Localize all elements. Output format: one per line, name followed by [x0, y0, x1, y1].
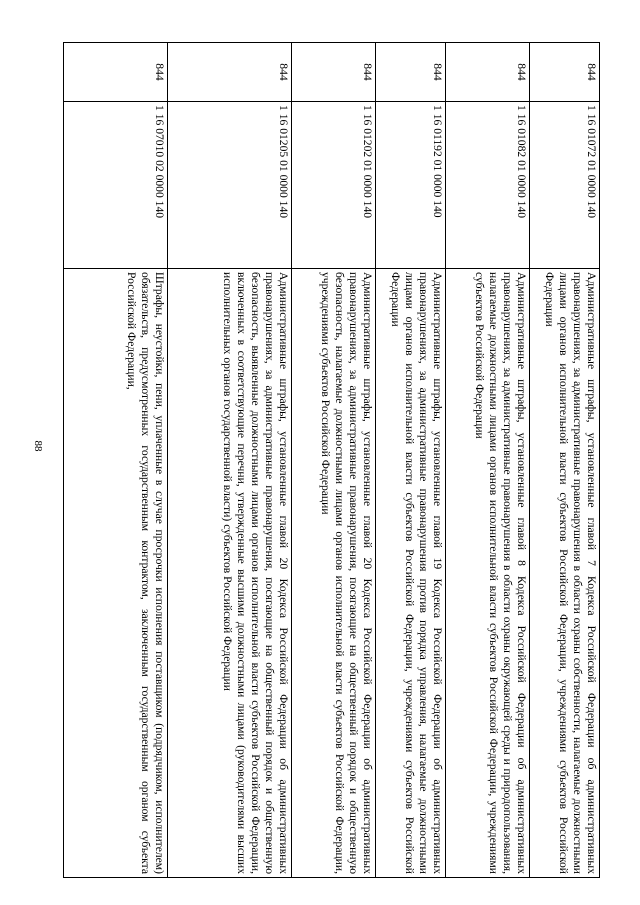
- table-row: [446, 43, 530, 878]
- income-description-cell: Административные штрафы, установленные главой 20 Кодекса Российской Федерации об административных правонарушениях, за административные правонарушения, посягающие на общественный порядок и общественную безопасность, выявленные должностными лицами органов исполнительной власти субъектов Российской Федерации, включенных в соответствующие перечни, утвержденные высшими должностными лицами (руководителями высших исполнительных органов государственной власти) субъектов Российской Федерации: [168, 269, 292, 878]
- administrator-code-cell: 844: [64, 43, 168, 102]
- table-row: [376, 43, 446, 878]
- income-description-cell: Административные штрафы, установленные главой 7 Кодекса Российской Федерации об административных правонарушениях, за административные правонарушения в области охраны собственности, налагаемые должностными лицами органов исполнительной власти субъектов Российской Федерации, учреждениями субъектов Российской Федерации: [530, 269, 600, 878]
- page-number: 88: [32, 440, 44, 452]
- budget-code-cell: 1 16 01192 01 0000 140: [376, 102, 446, 269]
- table-row: [168, 43, 292, 878]
- income-description-cell: Административные штрафы, установленные главой 8 Кодекса Российской Федерации об административных правонарушениях, за административные правонарушения в области охраны окружающей среды и природопользования, налагаемые должностными лицами органов исполнительной власти субъектов Российской Федерации, учреждениями субъектов Российской Федерации: [446, 269, 530, 878]
- administrator-code-cell: 844: [168, 43, 292, 102]
- budget-code-cell: 1 16 01202 01 0000 140: [292, 102, 376, 269]
- budget-code-cell: 1 16 01205 01 0000 140: [168, 102, 292, 269]
- administrator-code-cell: 844: [530, 43, 600, 102]
- budget-code-cell: 1 16 01082 01 0000 140: [446, 102, 530, 269]
- budget-code-cell: 1 16 07010 02 0000 140: [64, 102, 168, 269]
- rotated-table-wrapper: [64, 42, 600, 878]
- administrator-code-cell: 844: [376, 43, 446, 102]
- budget-code-cell: 1 16 01072 01 0000 140: [530, 102, 600, 269]
- table-row: [530, 43, 600, 878]
- table-row: [64, 43, 168, 878]
- income-description-cell: Административные штрафы, установленные главой 19 Кодекса Российской Федерации об административных правонарушениях, за административные правонарушения против порядка управления, налагаемые должностными лицами органов исполнительной власти субъектов Российской Федерации, учреждениями субъектов Российской Федерации: [376, 269, 446, 878]
- income-description-cell: Административные штрафы, установленные главой 20 Кодекса Российской Федерации об административных правонарушениях, за административные правонарушения, посягающие на общественный порядок и общественную безопасность, налагаемые должностными лицами органов исполнительной власти субъектов Российской Федерации, учреждениями субъектов Российской Федерации: [292, 269, 376, 878]
- income-description-cell: Штрафы, неустойки, пени, уплаченные в случае просрочки исполнения поставщиком (подрядчиком, исполнителем) обязательств, предусмотренных государственным контрактом, заключенным государственным органом субъекта Российской Федерации,: [64, 269, 168, 878]
- table-row: [292, 43, 376, 878]
- administrator-code-cell: 844: [292, 43, 376, 102]
- administrator-code-cell: 844: [446, 43, 530, 102]
- budget-classification-table: [63, 42, 600, 878]
